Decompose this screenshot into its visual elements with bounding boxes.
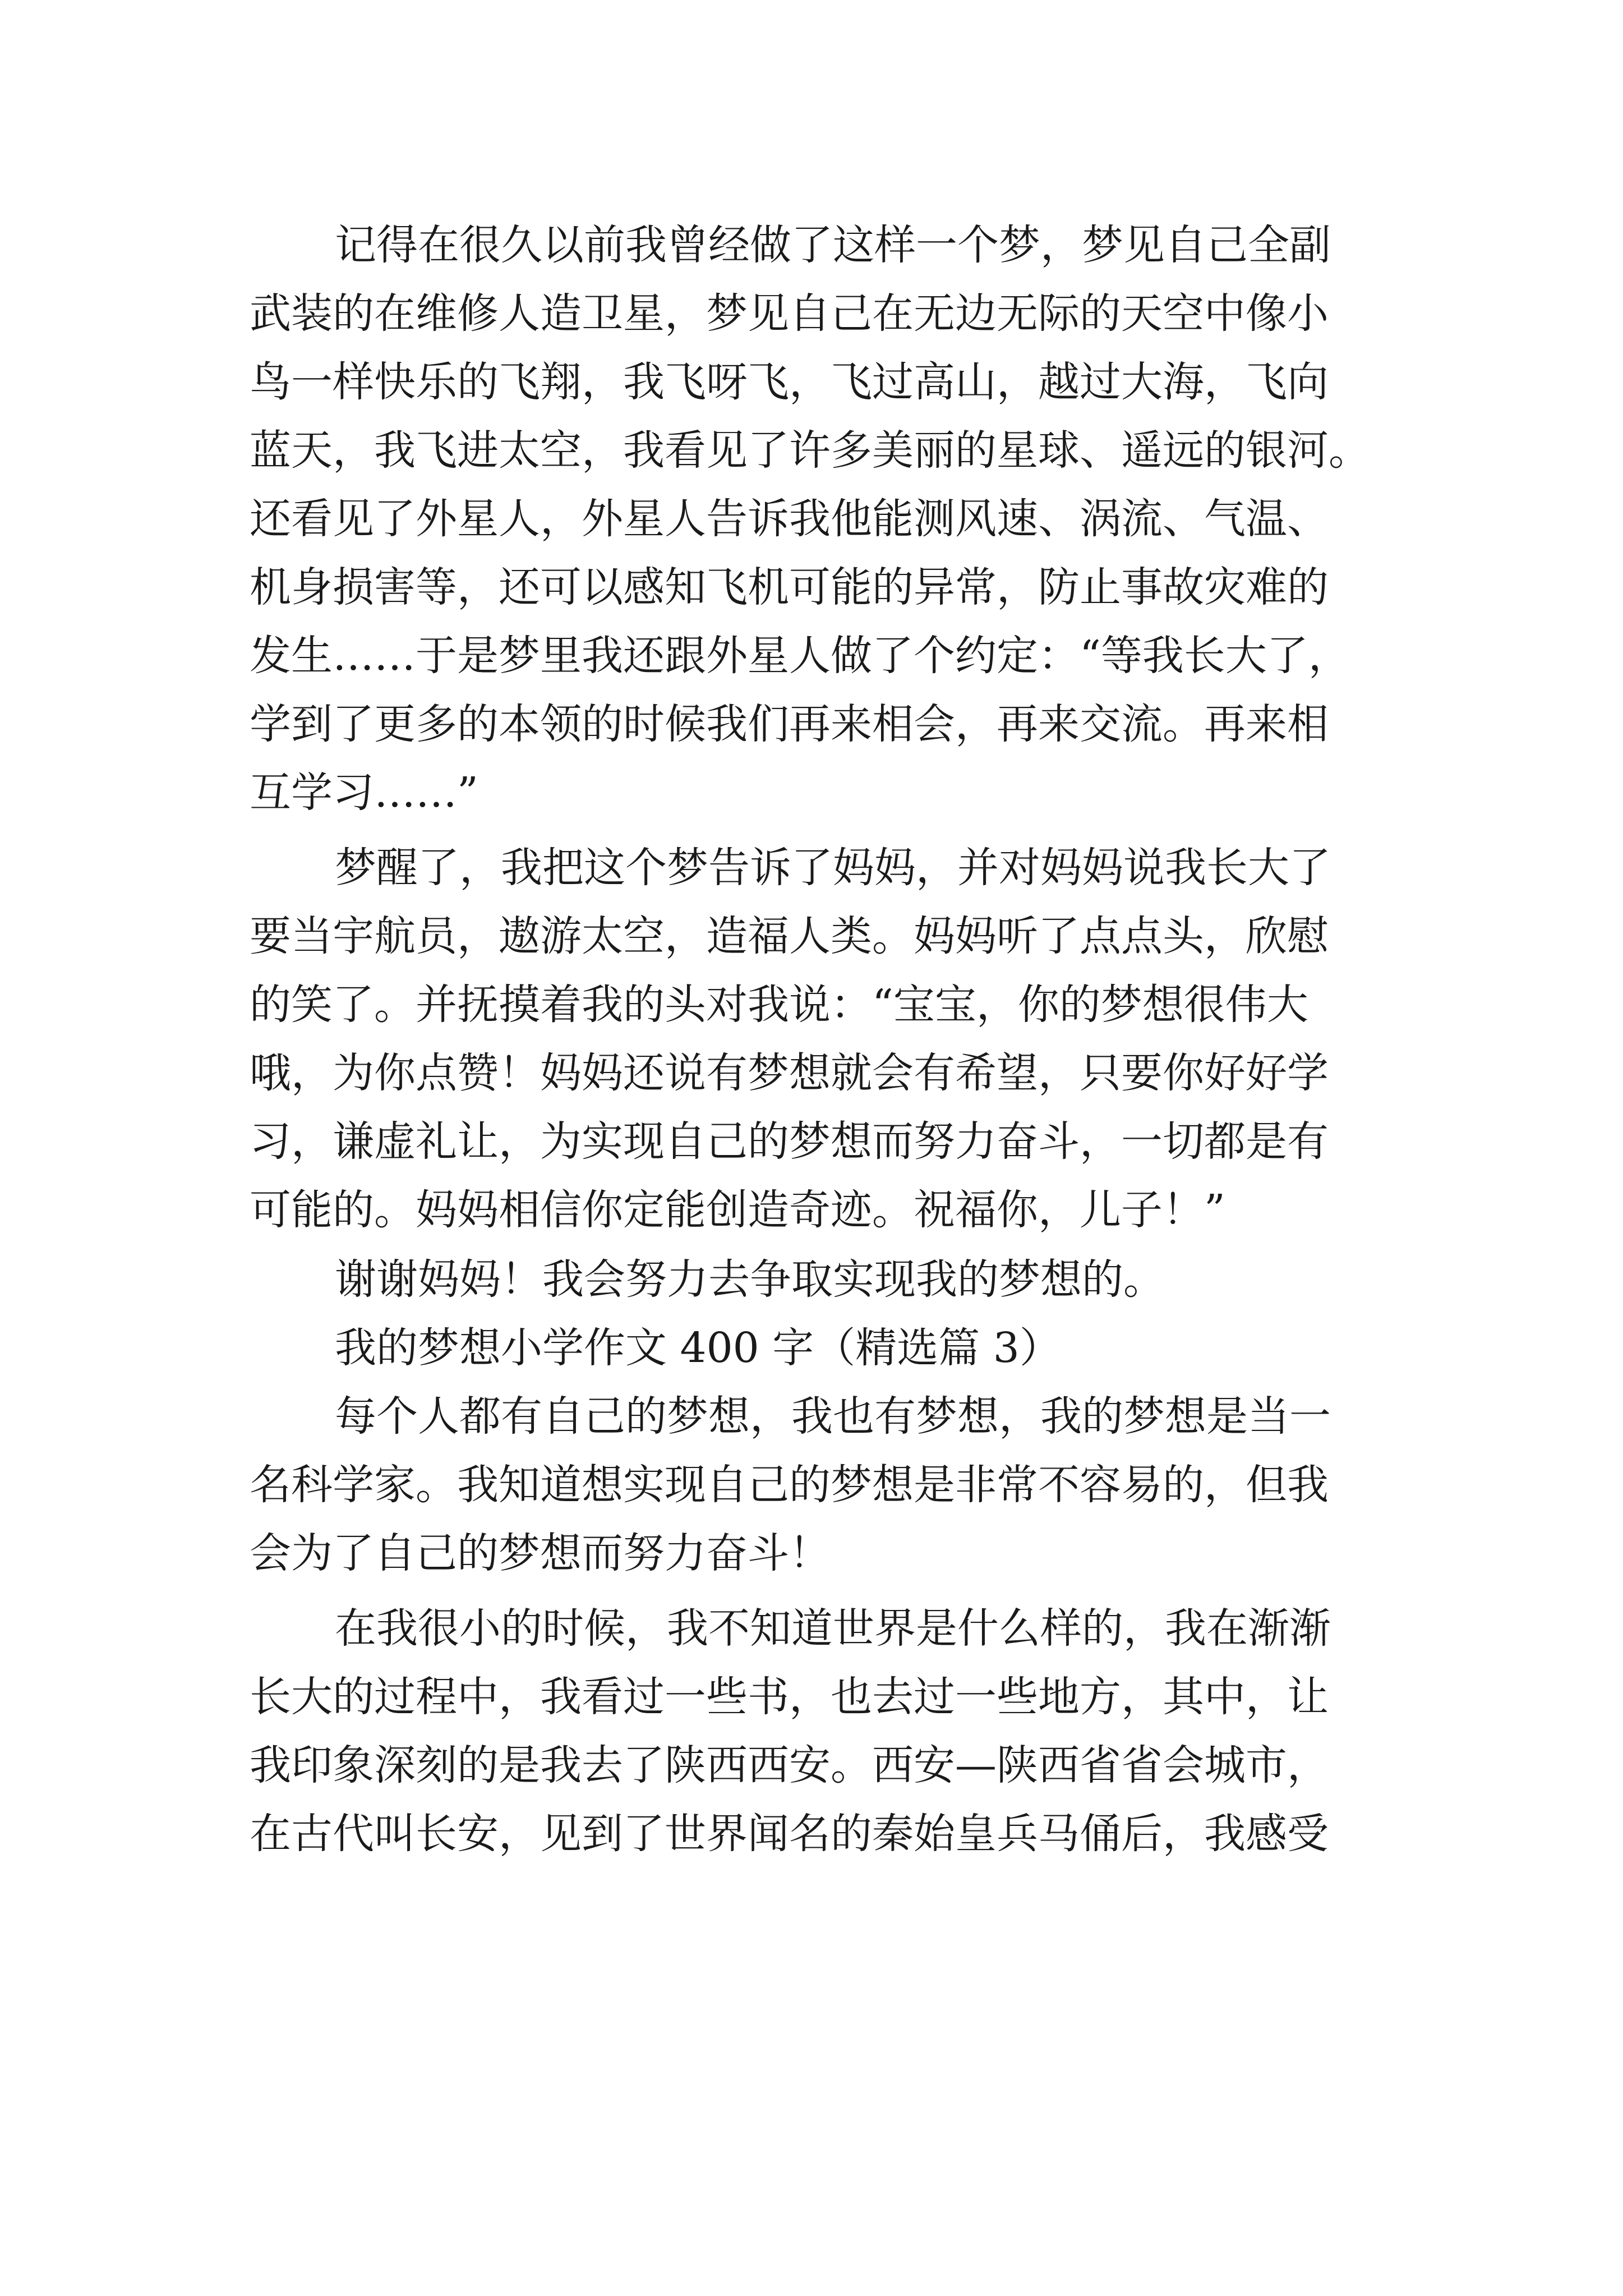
paragraph-5-line-1: 在我很小的时候，我不知道世界是什么样的，我在渐渐 (335, 1604, 1331, 1653)
paragraph-1-line-1: 记得在很久以前我曾经做了这样一个梦，梦见自己全副 (335, 221, 1331, 269)
paragraph-1-line-5: 还看见了外星人，外星人告诉我他能测风速、涡流、气温、 (250, 495, 1329, 543)
paragraph-3-line-1: 谢谢妈妈！我会努力去争取实现我的梦想的。 (335, 1255, 1165, 1304)
paragraph-2-line-3: 的笑了。并抚摸着我的头对我说：“宝宝，你的梦想很伟大 (250, 981, 1308, 1029)
section-heading: 我的梦想小学作文 400 字（精选篇 3） (335, 1324, 1061, 1372)
paragraph-5-line-4: 在古代叫长安，见到了世界闻名的秦始皇兵马俑后，我感受 (250, 1810, 1329, 1858)
paragraph-2-line-5: 习，谦虚礼让，为实现自己的梦想而努力奋斗，一切都是有 (250, 1117, 1329, 1166)
paragraph-2-line-2: 要当宇航员，遨游太空，造福人类。妈妈听了点点头，欣慰 (250, 912, 1329, 960)
paragraph-1-line-8: 学到了更多的本领的时候我们再来相会，再来交流。再来相 (250, 700, 1329, 748)
paragraph-5-line-3: 我印象深刻的是我去了陕西西安。西安—陕西省省会城市， (250, 1741, 1329, 1789)
paragraph-4-line-2: 名科学家。我知道想实现自己的梦想是非常不容易的，但我 (250, 1461, 1329, 1509)
paragraph-1-line-4: 蓝天，我飞进太空，我看见了许多美丽的星球、遥远的银河。 (250, 426, 1370, 475)
paragraph-2-line-1: 梦醒了，我把这个梦告诉了妈妈，并对妈妈说我长大了 (335, 844, 1331, 892)
paragraph-1-line-7: 发生……于是梦里我还跟外星人做了个约定：“等我长大了， (250, 632, 1350, 680)
paragraph-4-line-3: 会为了自己的梦想而努力奋斗！ (250, 1529, 831, 1577)
paragraph-1-line-6: 机身损害等，还可以感知飞机可能的异常，防止事故灾难的 (250, 563, 1329, 611)
paragraph-2-line-6: 可能的。妈妈相信你定能创造奇迹。祝福你，儿子！” (250, 1186, 1225, 1234)
paragraph-5-line-2: 长大的过程中，我看过一些书，也去过一些地方，其中，让 (250, 1673, 1329, 1721)
paragraph-2-line-4: 哦，为你点赞！妈妈还说有梦想就会有希望，只要你好好学 (250, 1049, 1329, 1097)
paragraph-1-line-2: 武装的在维修人造卫星，梦见自己在无边无际的天空中像小 (250, 289, 1329, 338)
paragraph-1-line-3: 鸟一样快乐的飞翔，我飞呀飞，飞过高山，越过大海，飞向 (250, 358, 1329, 406)
paragraph-1-line-9: 互学习……” (250, 769, 478, 817)
paragraph-4-line-1: 每个人都有自己的梦想，我也有梦想，我的梦想是当一 (335, 1392, 1331, 1441)
